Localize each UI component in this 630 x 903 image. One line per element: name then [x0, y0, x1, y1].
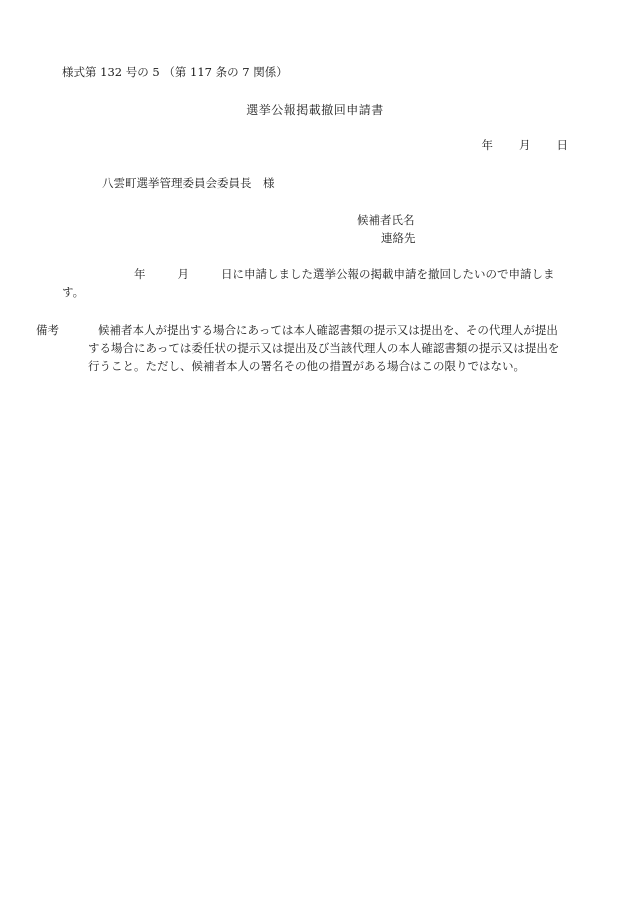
- body-text: 日に申請しました選挙公報の掲載申請を撤回したいので申請します。: [62, 267, 555, 299]
- addressee: 八雲町選挙管理委員会委員長 様: [102, 176, 275, 190]
- date-line: [482, 137, 569, 155]
- applicant-block: [357, 212, 416, 248]
- date-month: 月: [519, 138, 531, 152]
- remarks-label: 備考: [36, 323, 59, 337]
- remarks-text: 候補者本人が提出する場合にあっては本人確認書類の提示又は提出を、その代理人が提出する場合にあっては委任状の提示又は提出及び当該代理人の本人確認書類の提示又は提出を行うこと。ただし、候補者本人の署名その他の措置がある場合はこの限りではない。: [88, 323, 560, 373]
- form-number: 様式第 132 号の 5 （第 117 条の 7 関係）: [62, 65, 288, 79]
- document-title: 選挙公報掲載撤回申請書: [246, 103, 384, 117]
- candidate-name-label: 候補者氏名: [357, 213, 415, 227]
- date-day: 日: [556, 138, 568, 152]
- request-body: [62, 266, 568, 302]
- date-year: 年: [481, 138, 493, 152]
- body-year: 年: [134, 267, 146, 281]
- contact-label: 連絡先: [381, 230, 416, 245]
- remarks: [36, 322, 568, 375]
- body-month: 月: [177, 267, 189, 281]
